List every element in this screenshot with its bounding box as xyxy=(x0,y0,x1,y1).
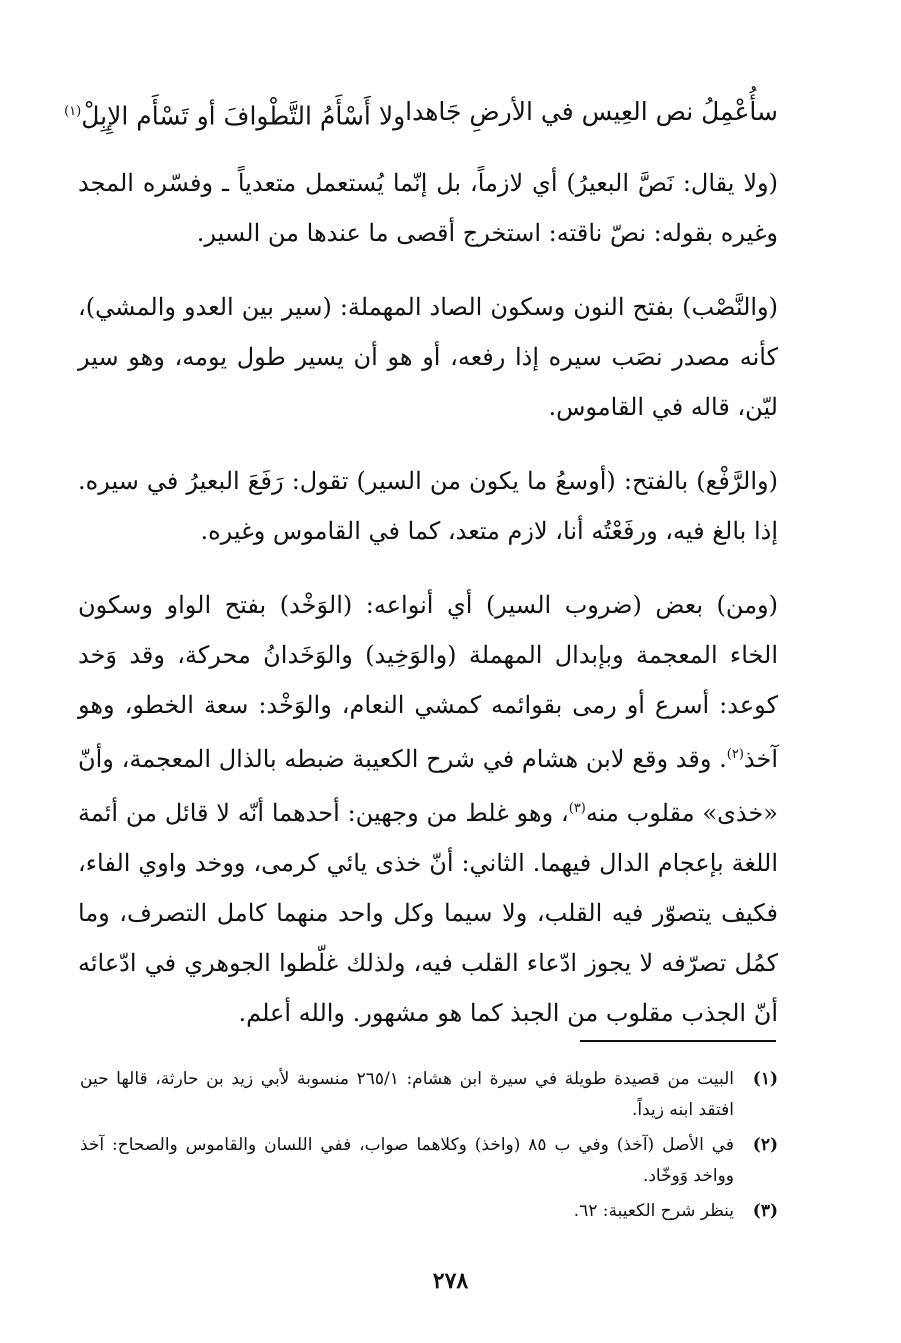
footnotes xyxy=(80,1064,778,1231)
main-text xyxy=(64,92,779,1062)
footnote-item xyxy=(80,1064,778,1126)
paragraph-wakhd xyxy=(78,580,778,1038)
page-number: ٢٧٨ xyxy=(432,1268,469,1294)
poetry-verse xyxy=(64,92,778,136)
footnote-ref-1: (١) xyxy=(64,104,82,119)
paragraph-raf: (والرَّفْع) بالفتح: (أوسعُ ما يكون من السير) تقول: رَفَعَ البعيرُ في سيره. إذا بالغ فيه، ورفَعْتُه أنا، لازم متعد، كما في القاموس وغيره. xyxy=(78,467,778,546)
verse-second-hemistich-text: ولا أَسْأَمُ التَّطْوافَ أو تَسْأَم الإِبِلْ xyxy=(81,101,406,131)
footnote-text: ينظر شرح الكعيبة: ٦٢. xyxy=(573,1201,734,1221)
paragraph-wakhd-part-c: ، وهو غلط من وجهين: أحدهما أنّه لا قائل من أئمة اللغة بإعجام الدال فيهما. الثاني: أنّ خذى يائي كرمى، ووخد واوي الفاء، فكيف يتصوّر فيه القلب، ولا سيما وكل واحد منهما كامل التصرف، وما كمُل تصرّفه لا يجوز ادّعاء القلب فيه، ولذلك غلّطوا الجوهري في ادّعائه أنّ الجذب مقلوب من الجبذ كما هو مشهور. والله أعلم. xyxy=(78,799,779,1028)
verse-second-hemistich xyxy=(64,92,405,136)
paragraph-nasb: (والنَّصْب) بفتح النون وسكون الصاد المهملة: (سير بين العدو والمشي)، كأنه مصدر نصَب سيره إذا رفعه، أو هو أن يسير طول يومه، وهو سير ليّن، قاله في القاموس. xyxy=(78,293,779,422)
paragraph-wakhd-part-b: . وقد وقع لابن هشام في شرح الكعيبة ضبطه بالذال المعجمة، وأنّ «خذى» مقلوب منه xyxy=(78,745,778,828)
paragraph-nass: (ولا يقال: نَصَّ البعيرُ) أي لازماً، بل إنّما يُستعمل متعدياً ـ وفسّره المجد وغيره بقوله: نصّ ناقته: استخرج أقصى ما عندها من السير. xyxy=(78,169,778,248)
footnote-ref-2: (٢) xyxy=(726,747,744,763)
paragraph-wakhd-part-a: (ومن) بعض (ضروب السير) أي أنواعه: (الوَخْد) بفتح الواو وسكون الخاء المعجمة وبإبدال المهملة (والوَخِيد) والوَخَدانُ محركة، وقد وَخد كوعد: أسرع أو رمى بقوائمه كمشي النعام، والوَخْد: سعة الخطو، وهو آخذ xyxy=(78,591,778,774)
footnote-item xyxy=(80,1130,778,1192)
footnote-number: (٢) xyxy=(752,1135,778,1155)
footnote-divider xyxy=(580,1040,776,1042)
footnote-text: البيت من قصيدة طويلة في سيرة ابن هشام: ٢٦٥/١ منسوبة لأبي زيد بن حارثة، قالها حين افتقد ابنه زيداً. xyxy=(80,1069,734,1120)
footnote-text: في الأصل (آخذ) وفي ب ٨٥ (واخذ) وكلاهما صواب، ففي اللسان والقاموس والصحاح: آخذ وواخد وَوخّاد. xyxy=(80,1135,734,1186)
verse-first-hemistich: سأُعْمِلُ نص العِيس في الأرضِ جَاهدا xyxy=(405,97,778,126)
footnote-number: (١) xyxy=(752,1069,778,1089)
footnote-number: (٣) xyxy=(752,1201,778,1221)
footnote-item xyxy=(80,1196,778,1227)
footnote-ref-3: (٣) xyxy=(568,801,586,817)
